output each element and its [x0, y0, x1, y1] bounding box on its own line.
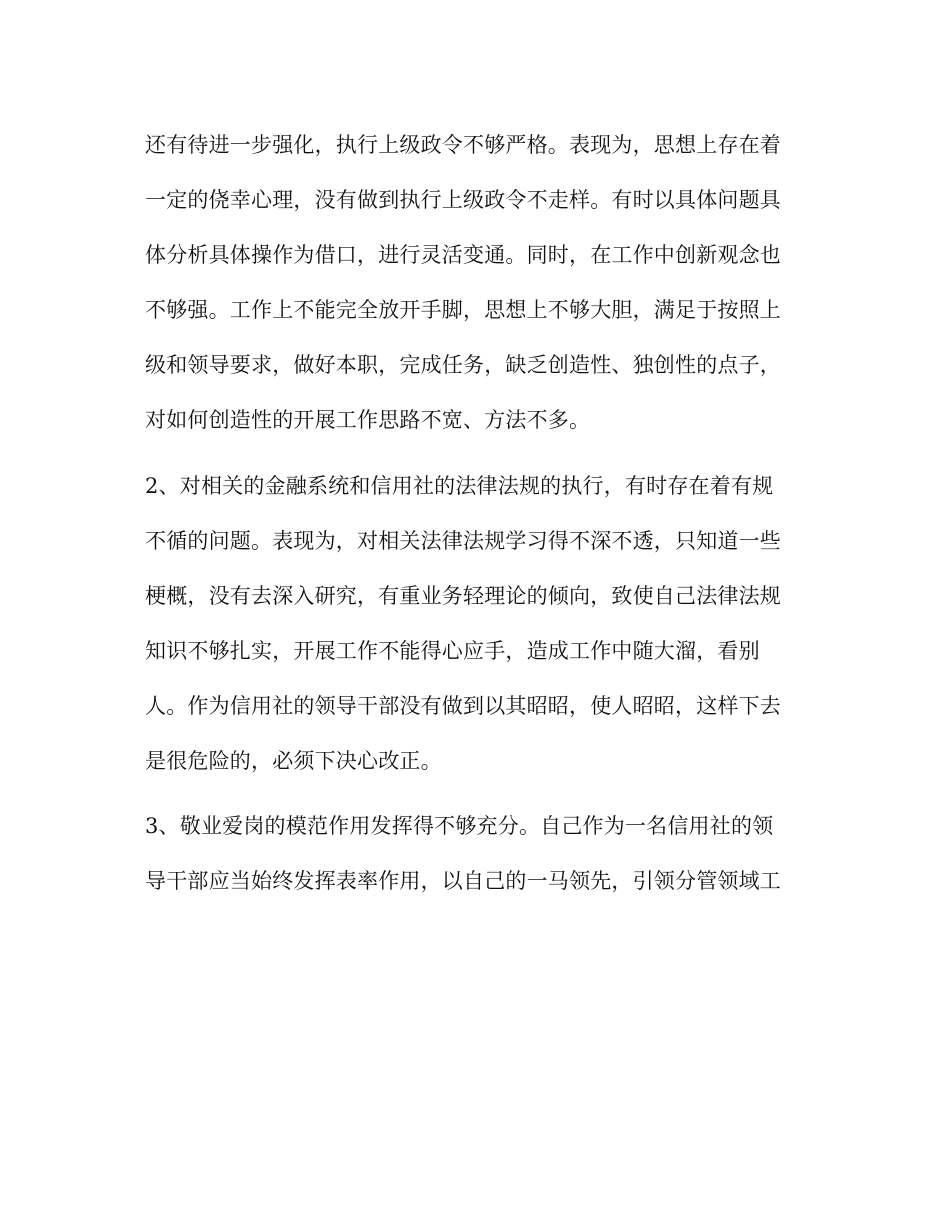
text-line: 对如何创造性的开展工作思路不宽、方法不多。 [145, 408, 591, 432]
text-line: 人。作为信用社的领导干部没有做到以其昭昭，使人昭昭，这样下去 [145, 693, 781, 718]
text-line: 不循的问题。表现为，对相关法律法规学习得不深不透，只知道一些 [145, 528, 781, 553]
paragraph [145, 799, 805, 909]
text-line: 级和领导要求，做好本职，完成任务，缺乏创造性、独创性的点子， [145, 353, 781, 377]
text-line: 2、对相关的金融系统和信用社的法律法规的执行，有时存在着有规 [145, 473, 774, 498]
paragraph-gap [145, 448, 805, 459]
text-line: 一定的侥幸心理，没有做到执行上级政令不走样。有时以具体问题具 [145, 188, 781, 212]
text-line: 还有待进一步强化，执行上级政令不够严格。表现为，思想上存在着 [145, 133, 781, 157]
text-line: 梗概，没有去深入研究，有重业务轻理论的倾向，致使自己法律法规 [145, 583, 781, 608]
paragraph [145, 118, 805, 448]
text-line: 体分析具体操作为借口，进行灵活变通。同时，在工作中创新观念也 [145, 243, 781, 267]
document-body [145, 118, 805, 909]
paragraph-gap [145, 789, 805, 800]
text-line: 知识不够扎实，开展工作不能得心应手，造成工作中随大溜，看别 [145, 638, 760, 663]
text-line: 是很危险的，必须下决心改正。 [145, 748, 442, 773]
text-line: 不够强。工作上不能完全放开手脚，思想上不够大胆，满足于按照上 [145, 298, 781, 322]
text-line: 3、敬业爱岗的模范作用发挥得不够充分。自己作为一名信用社的领 [145, 814, 774, 838]
paragraph [145, 459, 805, 789]
text-line: 导干部应当始终发挥表率作用，以自己的一马领先，引领分管领域工 [145, 869, 781, 893]
